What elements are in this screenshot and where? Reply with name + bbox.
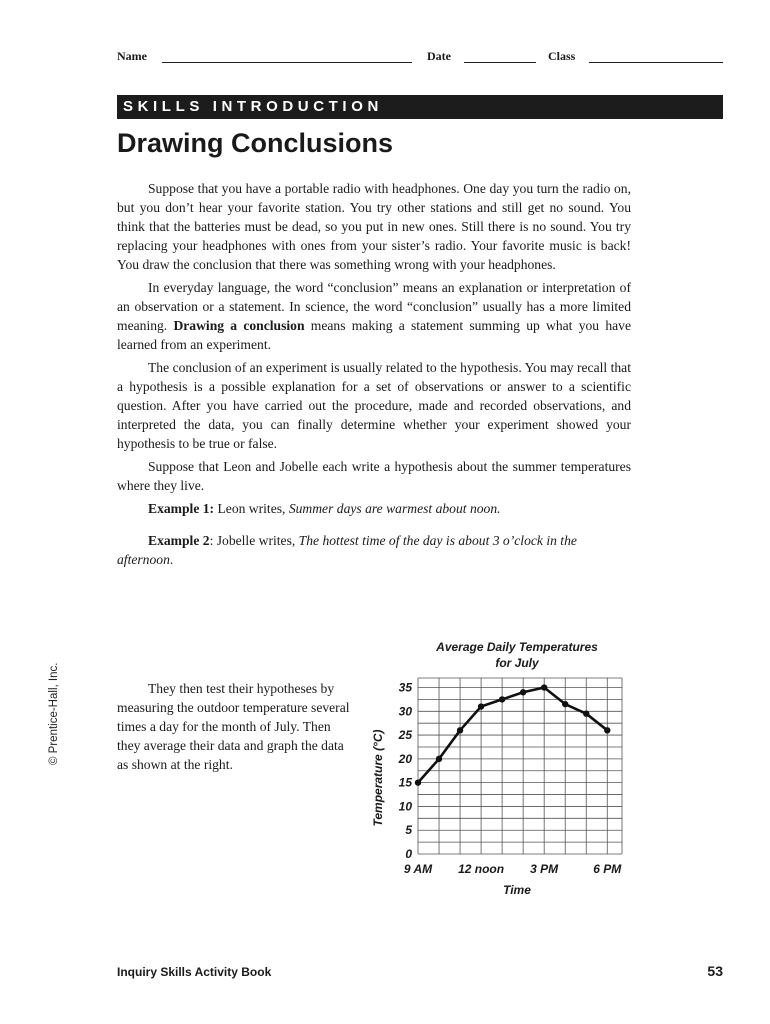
example-2-label: Example 2 xyxy=(148,533,210,548)
class-label: Class xyxy=(548,49,576,63)
data-point-0 xyxy=(415,779,421,785)
y-tick-label-5: 5 xyxy=(405,823,412,838)
body-text xyxy=(117,179,631,573)
data-point-2 xyxy=(457,727,463,733)
side-paragraph xyxy=(117,679,357,774)
paragraph-radio: Suppose that you have a portable radio with headphones. One day you turn the radio on, but you don’t hear your favorite station. You try other stations and still get no sound. You think that the batteries must be dead, so you put in new ones. Still there is no sound. You try replacing your headphones with ones from your sister’s radio. Your favorite music is back! You draw the conclusion that there was something wrong with your headphones. xyxy=(117,181,631,272)
name-label: Name xyxy=(117,49,147,63)
x-tick-label-12: 12 noon xyxy=(458,862,505,876)
paragraph-leon-jobelle: Suppose that Leon and Jobelle each write a hypothesis about the summer temperatures where they live. xyxy=(117,459,631,493)
copyright-notice: © Prentice-Hall, Inc. xyxy=(48,662,60,765)
data-point-7 xyxy=(562,701,568,707)
y-tick-label-0: 0 xyxy=(405,847,412,861)
chart-title-line-1: for July xyxy=(495,656,539,670)
data-point-1 xyxy=(436,756,442,762)
p2-bold-term: Drawing a conclusion xyxy=(173,318,305,333)
skills-banner xyxy=(117,95,723,119)
banner-label: SKILLS INTRODUCTION xyxy=(123,98,383,115)
example-1-hypothesis: Summer days are warmest about noon. xyxy=(288,501,501,516)
example-2-text: : Jobelle writes, xyxy=(209,533,299,548)
x-tick-label-9: 9 AM xyxy=(403,862,433,876)
example-2 xyxy=(117,531,631,569)
y-tick-label-35: 35 xyxy=(398,680,412,695)
y-tick-label-10: 10 xyxy=(398,799,412,814)
temperature-chart xyxy=(360,630,660,900)
name-blank[interactable] xyxy=(162,51,412,63)
paragraph-hypothesis: The conclusion of an experiment is usually related to the hypothesis. You may recall that a hypothesis is a possible explanation for a set of observations or answer to a scientific question. After you have carried out the procedure, made and recorded observations, and interpreted the data, you can finally determine whether your experiment showed your hypothesis to be true or false. xyxy=(117,360,631,451)
footer-book-title: Inquiry Skills Activity Book xyxy=(117,965,272,979)
y-tick-label-30: 30 xyxy=(398,704,412,719)
data-point-8 xyxy=(583,710,589,716)
p2-text-a: In everyday language, the word “conclusion” means an explanation or interpretation of an observation or a statement. In science, the word “conclusion” usually has a more limited meaning. xyxy=(117,280,631,333)
page-title: Drawing Conclusions xyxy=(117,128,394,158)
data-point-6 xyxy=(541,684,547,690)
y-tick-label-15: 15 xyxy=(398,775,412,790)
chart-title-line-0: Average Daily Temperatures xyxy=(436,640,598,654)
class-blank[interactable] xyxy=(589,51,723,63)
paragraph-test: They then test their hypotheses by measuring the outdoor temperature several times a day for the month of July. Then they average their data and graph the data as shown at the right. xyxy=(117,681,350,772)
date-blank[interactable] xyxy=(464,51,536,63)
example-1-text: Leon writes, xyxy=(214,501,289,516)
example-2-period: . xyxy=(169,552,174,567)
date-label: Date xyxy=(427,49,451,63)
example-2-hypothesis: The hottest time of the day is about 3 o’clock in the afternoon xyxy=(117,533,577,567)
example-1-label: Example 1: xyxy=(148,501,215,516)
data-point-3 xyxy=(478,703,484,709)
footer-page-number: 53 xyxy=(707,963,723,979)
data-point-5 xyxy=(520,689,526,695)
y-axis-label: Temperature (°C) xyxy=(371,729,385,827)
x-tick-label-18: 6 PM xyxy=(593,862,622,876)
paragraph-conclusion-meaning xyxy=(117,278,631,354)
p2-text-b: means making a statement summing up what you have learned from an experiment. xyxy=(117,318,631,352)
y-tick-label-20: 20 xyxy=(398,751,412,766)
x-tick-label-15: 3 PM xyxy=(530,862,559,876)
y-tick-label-25: 25 xyxy=(398,728,412,743)
data-point-9 xyxy=(604,727,610,733)
example-1 xyxy=(117,499,631,518)
x-axis-label: Time xyxy=(503,883,531,897)
data-point-4 xyxy=(499,696,505,702)
